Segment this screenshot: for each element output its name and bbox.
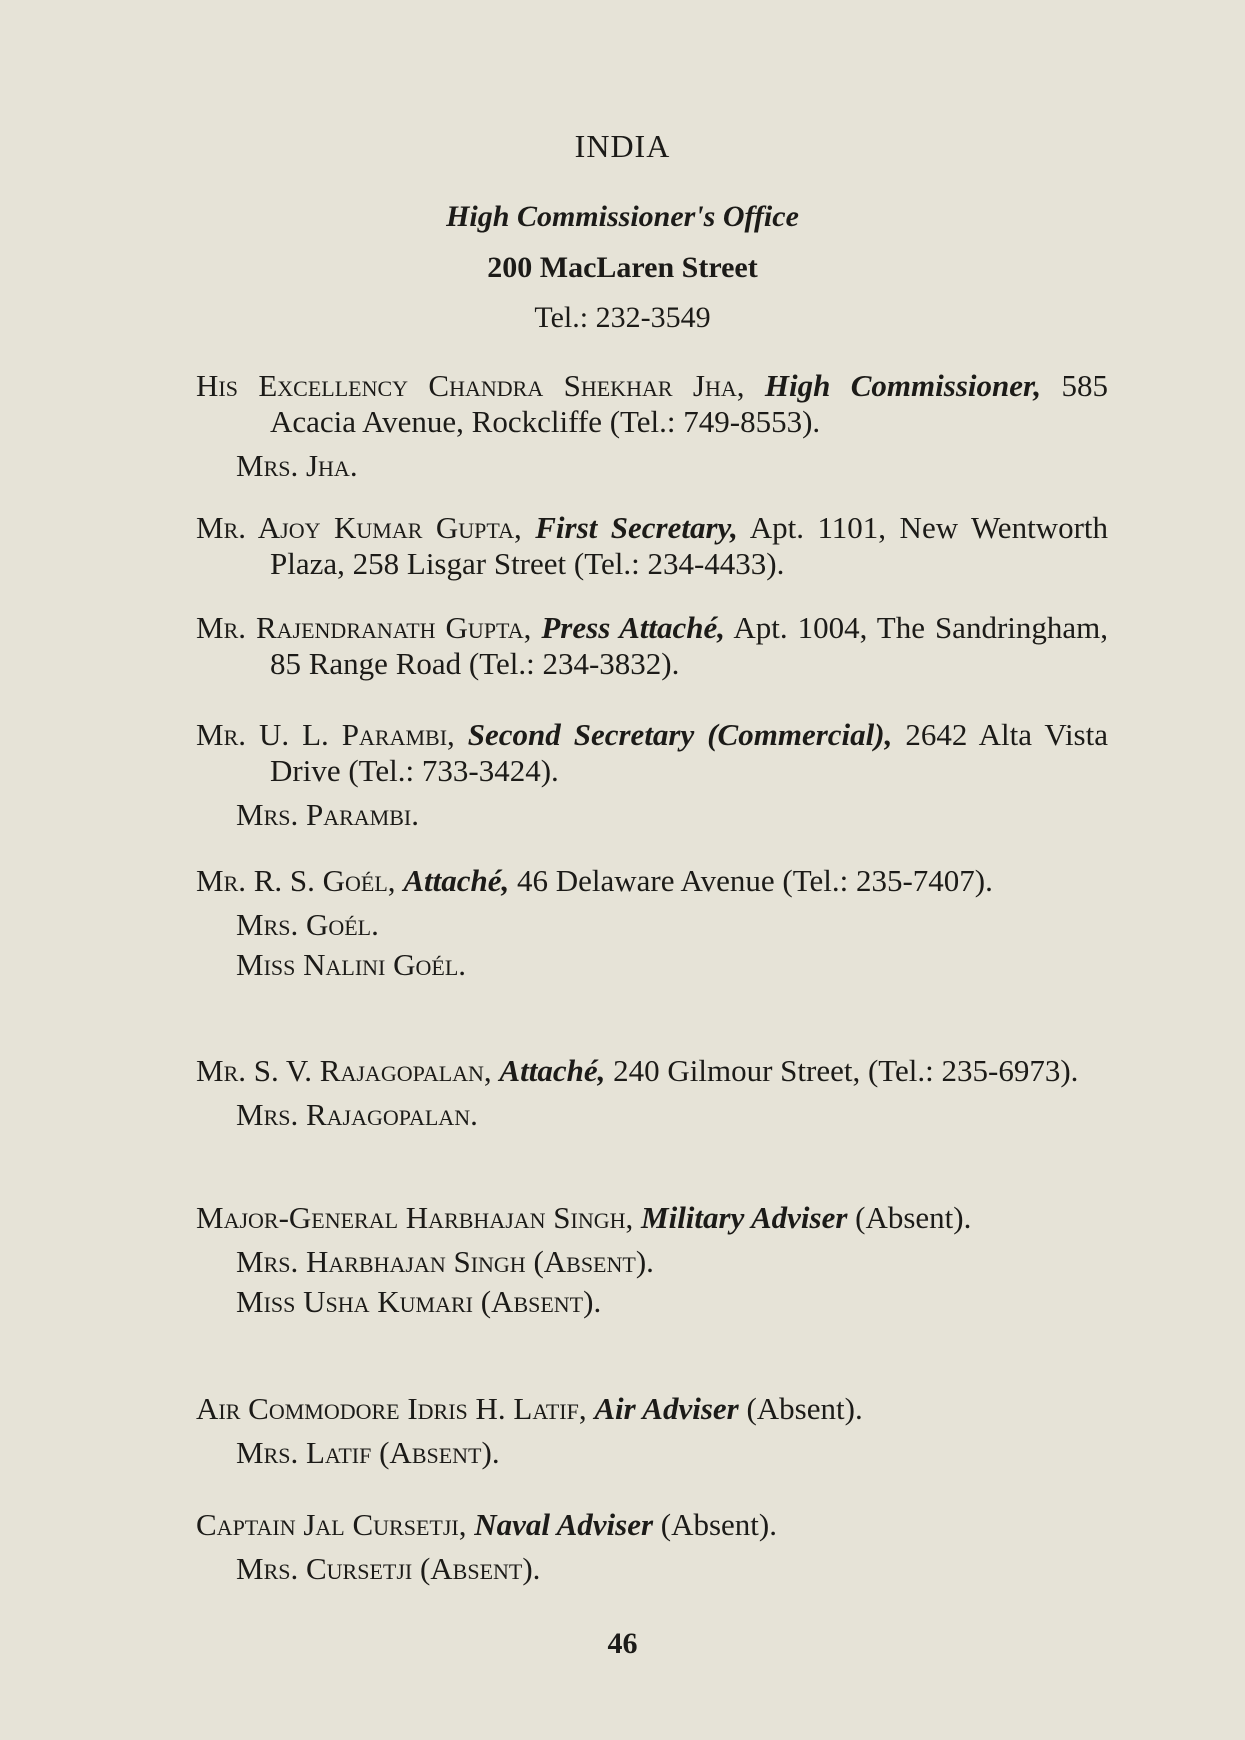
entry-main-line xyxy=(196,610,1108,682)
entry-details: 240 Gilmour Street, (Tel.: 235-6973). xyxy=(613,1053,1079,1088)
entry-role: Military Adviser xyxy=(641,1200,848,1235)
directory-entry xyxy=(196,1200,1108,1322)
directory-entry xyxy=(196,717,1108,835)
entry-family-member: Miss Nalini Goél. xyxy=(236,947,467,982)
entry-details: Apt. 1004, The Sandringham, 85 Range Road (Tel.: 234-3832). xyxy=(270,610,1109,681)
office-address: 200 MacLaren Street xyxy=(487,251,758,284)
directory-entry xyxy=(196,610,1108,682)
entry-role: Press Attaché, xyxy=(541,610,726,645)
entry-name: Mr. S. V. Rajagopalan, xyxy=(196,1053,492,1088)
entry-name: His Excellency Chandra Shekhar Jha, xyxy=(196,368,745,403)
entry-name: Major-General Harbhajan Singh, xyxy=(196,1200,634,1235)
entry-role: First Secretary, xyxy=(535,510,738,545)
entry-name: Air Commodore Idris H. Latif, xyxy=(196,1391,587,1426)
entry-spouse: Mrs. Harbhajan Singh (Absent). xyxy=(236,1244,654,1279)
entry-name: Mr. Ajoy Kumar Gupta, xyxy=(196,510,522,545)
entry-main-line xyxy=(196,717,1108,789)
entry-role: High Commissioner, xyxy=(764,368,1042,403)
page-number: 46 xyxy=(607,1627,638,1660)
entry-main-line xyxy=(196,510,1108,582)
office-heading: High Commissioner's Office xyxy=(446,200,799,233)
directory-entry xyxy=(196,863,1108,985)
directory-entry xyxy=(196,1507,1108,1589)
directory-entry xyxy=(196,510,1108,582)
entry-spouse: Mrs. Cursetji (Absent). xyxy=(236,1551,541,1586)
entry-name: Mr. Rajendranath Gupta, xyxy=(196,610,532,645)
entry-details: 585 Acacia Avenue, Rockcliffe (Tel.: 749-8553). xyxy=(270,368,1108,439)
entry-name: Captain Jal Cursetji, xyxy=(196,1507,467,1542)
country-heading: INDIA xyxy=(574,128,671,164)
entry-role: Air Adviser xyxy=(594,1391,739,1426)
entry-details: (Absent). xyxy=(746,1391,863,1426)
entry-role: Second Secretary (Commercial), xyxy=(467,717,893,752)
entry-spouse: Mrs. Latif (Absent). xyxy=(236,1435,500,1470)
entry-main-line xyxy=(196,368,1108,440)
entry-spouse: Mrs. Jha. xyxy=(236,448,358,483)
entry-name: Mr. R. S. Goél, xyxy=(196,863,396,898)
entry-details: 2642 Alta Vista Drive (Tel.: 733-3424). xyxy=(270,717,1108,788)
entry-main-line xyxy=(196,1200,1108,1236)
entry-role: Attaché, xyxy=(403,863,510,898)
office-telephone: Tel.: 232-3549 xyxy=(534,301,711,334)
directory-entry xyxy=(196,368,1108,486)
entry-role: Naval Adviser xyxy=(474,1507,654,1542)
entry-details: (Absent). xyxy=(855,1200,972,1235)
entry-spouse: Mrs. Parambi. xyxy=(236,797,419,832)
entry-name: Mr. U. L. Parambi, xyxy=(196,717,455,752)
directory-entry xyxy=(196,1053,1108,1135)
entry-details: (Absent). xyxy=(660,1507,777,1542)
entry-role: Attaché, xyxy=(499,1053,606,1088)
entry-spouse: Mrs. Rajagopalan. xyxy=(236,1097,478,1132)
entry-main-line xyxy=(196,1507,1108,1543)
directory-entry xyxy=(196,1391,1108,1473)
entry-details: 46 Delaware Avenue (Tel.: 235-7407). xyxy=(516,863,993,898)
entry-main-line xyxy=(196,863,1108,899)
entry-details: Apt. 1101, New Wentworth Plaza, 258 Lisgar Street (Tel.: 234-4433). xyxy=(270,510,1109,581)
entry-family-member: Miss Usha Kumari (Absent). xyxy=(236,1284,602,1319)
entry-main-line xyxy=(196,1391,1108,1427)
entry-spouse: Mrs. Goél. xyxy=(236,907,379,942)
entry-main-line xyxy=(196,1053,1108,1089)
